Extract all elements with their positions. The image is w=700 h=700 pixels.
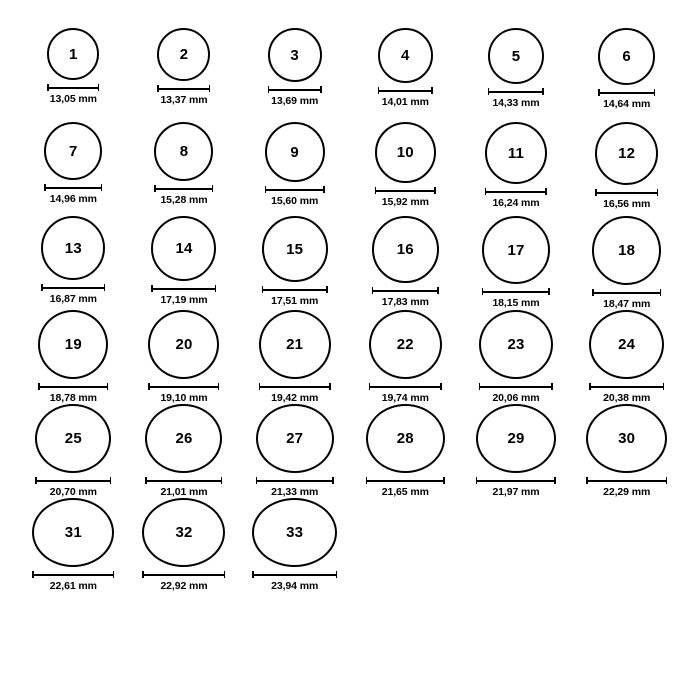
ring-size-number: 23 [507, 336, 525, 353]
ring-measure [157, 85, 210, 106]
ring-circle [47, 28, 99, 80]
ring-size-item [353, 216, 457, 310]
ring-diameter-label: 17,51 mm [271, 295, 319, 307]
ring-circle [151, 216, 216, 281]
measure-bar-icon [476, 477, 556, 484]
ring-diameter-label: 20,38 mm [603, 392, 651, 404]
ring-size-number: 32 [175, 524, 193, 541]
ring-circle [479, 310, 553, 379]
ring-diameter-label: 22,92 mm [160, 580, 208, 592]
ring-circle [476, 404, 556, 473]
ring-size-number: 33 [286, 524, 304, 541]
ring-diameter-label: 22,29 mm [603, 486, 651, 498]
measure-bar-icon [44, 184, 102, 191]
ring-measure [259, 383, 331, 404]
ring-measure [476, 477, 556, 498]
ring-diameter-label: 15,28 mm [160, 194, 208, 206]
ring-circle [157, 28, 210, 81]
ring-measure [378, 87, 433, 108]
measure-bar-icon [479, 383, 553, 390]
ring-size-item [464, 28, 568, 122]
ring-diameter-label: 21,65 mm [381, 486, 429, 498]
measure-bar-icon [32, 571, 114, 578]
measure-bar-icon [142, 571, 225, 578]
ring-circle [252, 498, 337, 567]
ring-size-item [132, 404, 236, 498]
ring-diameter-label: 20,70 mm [49, 486, 97, 498]
measure-bar-icon [154, 185, 213, 192]
ring-circle [589, 310, 664, 379]
ring-size-item [132, 216, 236, 310]
ring-measure [482, 288, 550, 309]
measure-bar-icon [488, 88, 544, 95]
ring-diameter-label: 14,33 mm [492, 97, 540, 109]
ring-circle [44, 122, 102, 180]
ring-measure [598, 89, 655, 110]
ring-size-item [243, 28, 347, 122]
ring-size-item [464, 310, 568, 404]
measure-bar-icon [482, 288, 550, 295]
ring-circle [256, 404, 334, 473]
measure-bar-icon [157, 85, 210, 92]
ring-size-number: 4 [401, 47, 410, 64]
ring-size-item [464, 404, 568, 498]
ring-size-item [575, 310, 679, 404]
ring-diameter-label: 18,78 mm [49, 392, 97, 404]
ring-size-number: 15 [286, 240, 304, 258]
ring-circle [366, 404, 445, 473]
ring-diameter-label: 22,61 mm [49, 580, 97, 592]
ring-diameter-label: 15,92 mm [381, 196, 429, 208]
ring-diameter-label: 21,33 mm [271, 486, 319, 498]
ring-size-item [243, 122, 347, 216]
measure-bar-icon [595, 189, 658, 196]
ring-diameter-label: 13,05 mm [49, 93, 97, 105]
ring-circle [592, 216, 661, 285]
ring-measure [372, 287, 439, 308]
ring-measure [488, 88, 544, 109]
ring-diameter-label: 14,01 mm [381, 96, 429, 108]
ring-measure [586, 477, 667, 498]
ring-size-number: 6 [622, 48, 631, 65]
ring-size-number: 18 [618, 242, 636, 259]
ring-size-number: 21 [286, 336, 304, 353]
measure-bar-icon [598, 89, 655, 96]
measure-bar-icon [148, 383, 219, 390]
ring-diameter-label: 21,97 mm [492, 486, 540, 498]
ring-size-number: 31 [64, 524, 82, 541]
ring-size-number: 26 [175, 430, 193, 447]
ring-diameter-label: 17,83 mm [381, 296, 429, 308]
ring-size-number: 10 [396, 144, 414, 161]
ring-diameter-label: 13,69 mm [271, 95, 319, 107]
ring-circle [148, 310, 219, 379]
ring-diameter-label: 16,56 mm [603, 198, 651, 210]
ring-measure [145, 477, 222, 498]
ring-measure [252, 571, 337, 592]
ring-size-number: 8 [179, 143, 189, 160]
ring-circle [595, 122, 658, 185]
ring-circle [265, 122, 325, 182]
measure-bar-icon [259, 383, 331, 390]
ring-circle [262, 216, 328, 282]
ring-diameter-label: 18,15 mm [492, 297, 540, 309]
ring-measure [256, 477, 334, 498]
ring-measure [265, 186, 325, 207]
ring-size-item [21, 216, 125, 310]
ring-circle [259, 310, 331, 379]
ring-size-number: 25 [64, 430, 82, 447]
ring-size-grid [18, 28, 682, 592]
measure-bar-icon [145, 477, 222, 484]
ring-measure [268, 86, 322, 107]
ring-size-number: 19 [64, 336, 82, 353]
ring-circle [375, 122, 436, 183]
ring-size-item [132, 310, 236, 404]
ring-size-item [21, 310, 125, 404]
ring-size-number: 1 [69, 45, 78, 63]
ring-measure [35, 477, 111, 498]
measure-bar-icon [375, 187, 436, 194]
ring-size-item [21, 404, 125, 498]
ring-size-number: 5 [511, 47, 521, 65]
ring-size-item [132, 498, 236, 592]
ring-measure [151, 285, 216, 306]
ring-size-item [575, 122, 679, 216]
ring-diameter-label: 16,87 mm [49, 293, 97, 305]
ring-diameter-label: 19,42 mm [271, 392, 319, 404]
ring-diameter-label: 23,94 mm [271, 580, 319, 592]
ring-size-item [464, 216, 568, 310]
ring-size-item [353, 404, 457, 498]
measure-bar-icon [586, 477, 667, 484]
ring-size-item [132, 122, 236, 216]
ring-measure [375, 187, 436, 208]
ring-circle [41, 216, 105, 280]
ring-size-number: 22 [396, 336, 414, 353]
ring-size-number: 29 [507, 430, 525, 447]
ring-measure [485, 188, 547, 209]
measure-bar-icon [378, 87, 433, 94]
ring-size-number: 27 [286, 430, 304, 447]
ring-diameter-label: 19,10 mm [160, 392, 208, 404]
measure-bar-icon [35, 477, 111, 484]
measure-bar-icon [268, 86, 322, 93]
ring-size-item [575, 216, 679, 310]
ring-circle [482, 216, 550, 284]
ring-measure [595, 189, 658, 210]
ring-circle [154, 122, 213, 181]
ring-size-item [353, 310, 457, 404]
ring-size-item [21, 122, 125, 216]
ring-circle [485, 122, 547, 184]
ring-size-number: 14 [175, 240, 193, 257]
ring-size-item [575, 404, 679, 498]
measure-bar-icon [372, 287, 439, 294]
ring-measure [142, 571, 225, 592]
measure-bar-icon [592, 289, 661, 296]
ring-measure [479, 383, 553, 404]
ring-size-number: 13 [64, 239, 82, 257]
ring-circle [268, 28, 322, 82]
ring-size-number: 20 [175, 336, 193, 353]
ring-measure [366, 477, 445, 498]
ring-size-item [353, 122, 457, 216]
ring-circle [378, 28, 433, 83]
ring-measure [41, 284, 105, 305]
ring-diameter-label: 14,64 mm [603, 98, 651, 110]
ring-size-number: 24 [618, 336, 636, 353]
ring-measure [148, 383, 219, 404]
ring-measure [369, 383, 442, 404]
ring-size-number: 16 [396, 241, 414, 258]
ring-size-item [575, 28, 679, 122]
measure-bar-icon [589, 383, 664, 390]
ring-diameter-label: 14,96 mm [49, 193, 97, 205]
ring-diameter-label: 13,37 mm [160, 94, 208, 106]
measure-bar-icon [252, 571, 337, 578]
measure-bar-icon [38, 383, 108, 390]
ring-measure [592, 289, 661, 310]
ring-size-number: 2 [179, 46, 189, 63]
ring-measure [32, 571, 114, 592]
ring-size-number: 7 [69, 142, 78, 160]
measure-bar-icon [262, 286, 328, 293]
ring-size-number: 12 [618, 145, 636, 162]
measure-bar-icon [256, 477, 334, 484]
ring-size-number: 17 [507, 241, 525, 259]
ring-size-item [243, 404, 347, 498]
ring-measure [38, 383, 108, 404]
ring-size-number: 9 [290, 143, 299, 161]
ring-circle [142, 498, 225, 567]
ring-circle [369, 310, 442, 379]
measure-bar-icon [265, 186, 325, 193]
measure-bar-icon [485, 188, 547, 195]
ring-measure [589, 383, 664, 404]
ring-diameter-label: 19,74 mm [381, 392, 429, 404]
ring-diameter-label: 15,60 mm [271, 195, 319, 207]
ring-size-number: 28 [396, 430, 414, 447]
ring-diameter-label: 16,24 mm [492, 197, 540, 209]
ring-size-item [243, 310, 347, 404]
ring-size-item [243, 498, 347, 592]
ring-circle [586, 404, 667, 473]
ring-size-item [132, 28, 236, 122]
ring-measure [262, 286, 328, 307]
ring-size-item [353, 28, 457, 122]
measure-bar-icon [47, 84, 99, 91]
ring-diameter-label: 21,01 mm [160, 486, 208, 498]
ring-size-number: 30 [618, 430, 636, 447]
ring-size-item [21, 498, 125, 592]
ring-measure [154, 185, 213, 206]
ring-circle [598, 28, 655, 85]
ring-circle [145, 404, 222, 473]
ring-circle [488, 28, 544, 84]
ring-circle [38, 310, 108, 379]
measure-bar-icon [369, 383, 442, 390]
measure-bar-icon [366, 477, 445, 484]
measure-bar-icon [151, 285, 216, 292]
ring-circle [35, 404, 111, 473]
ring-circle [32, 498, 114, 567]
ring-size-number: 3 [290, 46, 299, 64]
ring-size-number: 11 [507, 144, 525, 162]
ring-diameter-label: 20,06 mm [492, 392, 540, 404]
ring-circle [372, 216, 439, 283]
ring-diameter-label: 18,47 mm [603, 298, 651, 310]
ring-size-item [464, 122, 568, 216]
ring-diameter-label: 17,19 mm [160, 294, 208, 306]
measure-bar-icon [41, 284, 105, 291]
ring-measure [47, 84, 99, 105]
ring-measure [44, 184, 102, 205]
ring-size-item [243, 216, 347, 310]
ring-size-item [21, 28, 125, 122]
